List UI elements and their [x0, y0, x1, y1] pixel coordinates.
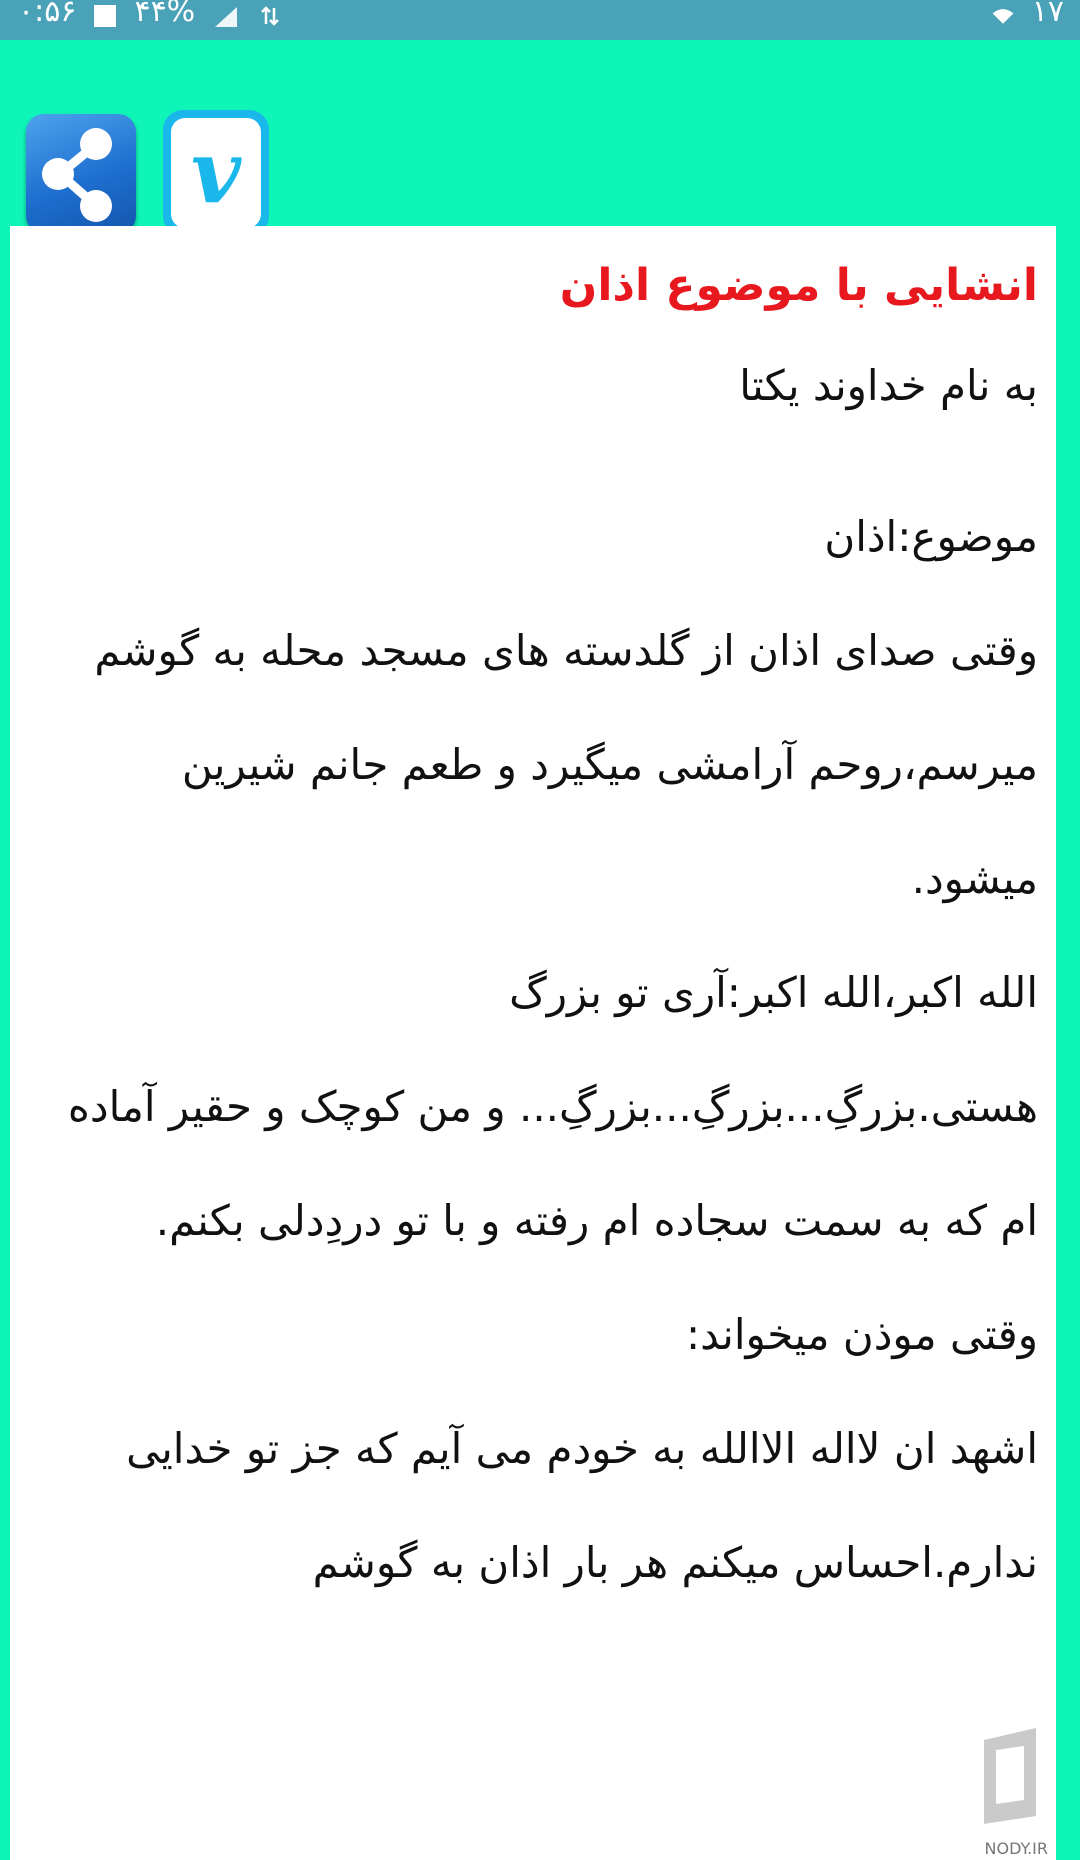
battery-icon	[94, 5, 116, 27]
status-time: ۰:۵۶	[18, 0, 77, 29]
signal-icon	[213, 5, 239, 27]
status-right	[990, 0, 1064, 29]
article-paragraph: الله اکبر،الله اکبر:آری تو بزرگ هستی.بزرگِ...بزرگِ...بزرگِ... و من کوچک و حقیر آماده ام که به سمت سجاده ام رفته و با تو دردِدلی بکنم.	[67, 968, 1038, 1245]
article-paragraph: اشهد ان لااله الاالله به خودم می آیم که جز تو خدایی ندارم.احساس میکنم هر بار اذان به گوشم	[126, 1424, 1038, 1587]
vimeo-button[interactable]	[163, 110, 269, 236]
status-bar	[0, 0, 1080, 40]
battery-percent: ۴۴%	[134, 0, 196, 29]
article-paragraph: وقتی موذن میخواند:	[685, 1310, 1038, 1359]
article-title: انشایی با موضوع اذان	[559, 260, 1038, 311]
article-body	[64, 256, 1038, 1620]
watermark-text: NODY.IR	[984, 1839, 1048, 1858]
article-paragraph: وقتی صدای اذان از گلدسته های مسجد محله به گوشم میرسم،روحم آرامشی میگیرد و طعم جانم شیرین میشود.	[94, 626, 1038, 903]
status-left	[18, 0, 283, 29]
article-paragraph: به نام خداوند یکتا	[739, 361, 1038, 410]
data-transfer-icon	[257, 5, 283, 27]
vimeo-icon: v	[171, 118, 261, 228]
status-clock: ۱۷	[1031, 0, 1064, 29]
article-panel	[10, 226, 1056, 1860]
article-paragraph: موضوع:اذان	[824, 512, 1038, 561]
share-button[interactable]	[26, 114, 136, 234]
toolbar	[0, 40, 1080, 226]
wifi-icon	[990, 5, 1016, 27]
share-icon	[26, 114, 136, 234]
watermark-logo	[978, 1720, 1042, 1830]
